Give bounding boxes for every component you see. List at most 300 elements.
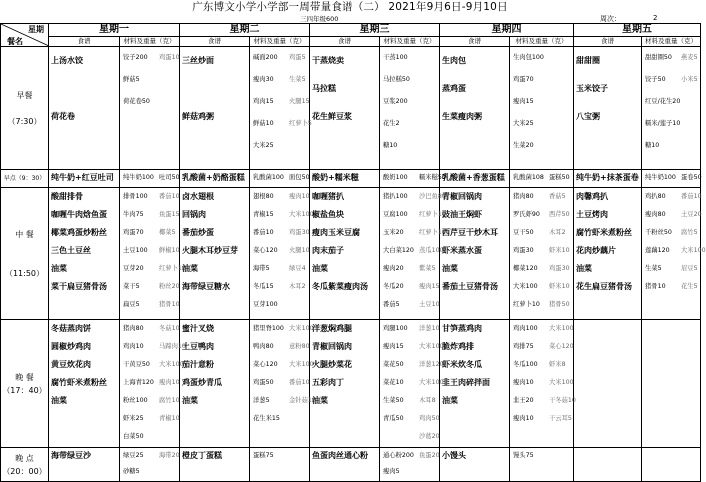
- ingredient-line: [383, 188, 446, 206]
- ingredient-line: [253, 410, 309, 428]
- ingredient-line: [513, 260, 573, 278]
- ingredient-amount: 扁豆5: [123, 301, 140, 308]
- ingredient-amount: 冬瓜100: [513, 361, 538, 368]
- ingredient-amount: 排骨100: [123, 193, 148, 200]
- corner-week-label: 星期: [28, 25, 44, 34]
- ingredient-amount: 小米5: [681, 76, 698, 83]
- ingredient-amount: 猪扒100: [383, 193, 408, 200]
- ingredient-amount: 干黄豆50: [123, 361, 150, 368]
- ingredient-line: [383, 135, 439, 157]
- ingredient-amount: 糖10: [645, 142, 660, 149]
- ingredient-amount: 椰菜5: [159, 229, 176, 236]
- dish-name: 青椒回锅肉: [312, 342, 352, 351]
- day-header-mon: 星期一: [49, 24, 180, 37]
- ingredient-amount: 罗氏虾90: [513, 211, 540, 218]
- ingredient-amount: 大米25: [253, 142, 274, 149]
- ingredient-line: [383, 278, 439, 296]
- ingredient-line: [123, 428, 179, 446]
- lunch-dishes-fri: [574, 188, 642, 320]
- ingredient-line: [253, 260, 309, 278]
- ingredient-line: [645, 410, 700, 428]
- ingredient-line: [123, 338, 186, 356]
- dish-name: 椰菜鸡蛋炒粉丝: [51, 228, 107, 237]
- breakfast-row: [1, 47, 701, 170]
- breakfast-ingredients-fri: [642, 47, 701, 170]
- ingredient-amount: 大米100: [289, 325, 314, 332]
- ingredient-line: [513, 374, 573, 392]
- dish-name: 肉馨鸡扒: [576, 192, 608, 201]
- ingredient-line: [123, 47, 179, 69]
- ingredient-amount: 鸡蛋30: [513, 247, 534, 254]
- ingredient-amount: 鸡肉100: [513, 325, 538, 332]
- dish-name: 卤水翅根: [182, 192, 214, 201]
- ingredient-amount: 燕麦5: [681, 54, 698, 61]
- ingredient-line: [123, 320, 179, 338]
- table-corner: [1, 24, 49, 47]
- dish-name: 生肉包: [442, 56, 466, 65]
- ingredient-line: [513, 242, 573, 260]
- dish-name: 黄豆炊花肉: [51, 360, 91, 369]
- ingredient-amount: 鸡蛋30: [289, 229, 310, 236]
- dish-name: 土豆鸭肉: [182, 342, 214, 351]
- ingredient-amount: 干冬菇10: [549, 397, 576, 404]
- ingredient-line: [253, 338, 309, 356]
- dish-name: 海带绿豆沙: [51, 451, 91, 460]
- snack-dish-mon: 纯牛奶+红豆吐司: [49, 170, 120, 188]
- ingredient-amount: 冬瓜20: [383, 283, 404, 290]
- col-header-ingredients: 材料及重量（克）: [380, 37, 440, 47]
- snack-ingredients-wed: [380, 170, 446, 188]
- ingredient-line: [645, 448, 700, 464]
- dish-name: 青椒回锅肉: [442, 192, 482, 201]
- ingredient-amount: 酸奶100: [383, 174, 408, 181]
- ingredient-line: [383, 242, 444, 260]
- ingredient-amount: 冬瓜15: [253, 283, 274, 290]
- dish-name: 腐竹虾米煮粉丝: [51, 378, 107, 387]
- ingredient-amount: 粉丝20: [159, 283, 180, 290]
- ingredient-amount: 鸡蛋70: [513, 76, 534, 83]
- ingredient-line: [645, 91, 700, 113]
- ingredient-amount: 大米100: [289, 361, 314, 368]
- ingredient-amount: 干云耳5: [549, 415, 572, 422]
- dinner-dishes-fri: [574, 320, 642, 448]
- ingredient-line: [645, 392, 700, 410]
- ingredient-line: [513, 113, 573, 135]
- ingredient-amount: 红萝卜10: [419, 229, 446, 236]
- ingredient-line: [123, 356, 184, 374]
- dish-name: 三丝炒面: [182, 56, 214, 65]
- dish-name: 蜜汁叉烧: [182, 324, 214, 333]
- dinner-dishes-thu: [440, 320, 510, 448]
- ingredient-amount: 糯米糍50: [419, 174, 446, 181]
- ingredient-line: [383, 464, 439, 480]
- snack-ingredients-thu: [510, 170, 574, 188]
- ingredient-amount: 青椒15: [253, 211, 274, 218]
- dish-name: 椒盐鱼块: [312, 210, 344, 219]
- dinner-ingredients-mon: [120, 320, 186, 448]
- ingredient-amount: 腐竹10: [159, 397, 180, 404]
- ingredient-line: [253, 242, 309, 260]
- ingredient-line: [645, 260, 700, 278]
- dish-name: 火腿炒菜花: [312, 360, 352, 369]
- ingredient-amount: 大米100: [681, 247, 706, 254]
- ingredient-amount: 大米100: [419, 379, 444, 386]
- dinner-row: [1, 320, 701, 448]
- ingredient-amount: 瘦肉15: [419, 283, 440, 290]
- dish-name: 橙皮丁蛋糕: [182, 451, 222, 460]
- ingredient-line: [513, 448, 573, 464]
- dish-name: [442, 428, 509, 446]
- ingredient-line: [123, 464, 179, 480]
- ingredient-line: [645, 47, 700, 69]
- ingredient-line: [645, 113, 700, 135]
- breakfast-dishes-thu: [440, 47, 510, 170]
- ingredient-amount: 豆腐100: [383, 211, 408, 218]
- ingredient-amount: 大米100: [549, 379, 574, 386]
- dish-name: 圆椒炒鸡肉: [51, 342, 91, 351]
- ingredient-amount: 大米100: [549, 325, 574, 332]
- ingredient-amount: 西芹50: [549, 211, 570, 218]
- ingredient-amount: 洋葱120: [419, 361, 444, 368]
- dish-name: 菜干扁豆猪骨汤: [51, 282, 107, 291]
- dish-name: 茄汁意粉: [182, 360, 214, 369]
- dish-name: 干蒸烧卖: [312, 56, 344, 65]
- ingredient-amount: 生菜20: [513, 142, 534, 149]
- ingredient-amount: 大米100: [289, 211, 314, 218]
- ingredient-amount: 鸡肉15: [253, 98, 274, 105]
- lunch-ingredients-tue: [250, 188, 314, 320]
- dish-name: 油菜: [442, 396, 458, 405]
- ingredient-line: [645, 135, 700, 157]
- ingredient-amount: 金针菇10: [289, 397, 316, 404]
- ingredient-line: [383, 260, 439, 278]
- night-dishes-fri: [574, 448, 642, 482]
- ingredient-amount: 瘦肉15: [513, 98, 534, 105]
- ingredient-amount: 青瓜50: [383, 415, 404, 422]
- ingredient-amount: 红萝卜10: [513, 301, 540, 308]
- ingredient-amount: 豆芽100: [253, 301, 278, 308]
- dish-name: [182, 464, 249, 480]
- ingredient-line: [253, 224, 309, 242]
- ingredient-amount: 虾米10: [549, 247, 570, 254]
- ingredient-line: [513, 320, 573, 338]
- dish-name: 鸡蛋炒青瓜: [182, 378, 222, 387]
- ingredient-line: [123, 374, 179, 392]
- meal-label-snack: 早点（9：30）: [1, 170, 49, 188]
- ingredient-line: [123, 260, 186, 278]
- dish-name: [51, 75, 119, 103]
- breakfast-ingredients-thu: [510, 47, 574, 170]
- dish-name: 酸甜排骨: [51, 192, 83, 201]
- ingredient-line: [645, 206, 700, 224]
- dish-name: [442, 410, 509, 428]
- ingredient-amount: 马拉糕50: [383, 76, 410, 83]
- dish-name: 花肉炒藕片: [576, 246, 616, 255]
- snack-row: [1, 170, 701, 188]
- dish-name: 油菜: [51, 264, 67, 273]
- meal-label-night: 晚 点 （20：00）: [1, 448, 49, 482]
- ingredient-line: [253, 69, 309, 91]
- ingredient-line: [253, 206, 314, 224]
- ingredient-amount: 蛋糕50: [549, 174, 570, 181]
- night-dishes-mon: [49, 448, 120, 482]
- ingredient-amount: 碱面200: [253, 54, 278, 61]
- dish-name: [182, 428, 249, 446]
- dish-name: [576, 428, 641, 446]
- ingredient-line: [253, 320, 314, 338]
- ingredient-amount: 番茄10: [253, 229, 274, 236]
- col-header-ingredients: 材料及重量（克）: [250, 37, 310, 47]
- ingredient-amount: 腐竹5: [681, 229, 698, 236]
- ingredient-line: [383, 113, 439, 135]
- ingredient-line: [253, 278, 309, 296]
- ingredient-line: [123, 69, 179, 91]
- lunch-ingredients-thu: [510, 188, 574, 320]
- dish-name: 脆炸鸡排: [442, 342, 474, 351]
- ingredient-amount: 木耳2: [549, 229, 566, 236]
- dish-name: [312, 296, 379, 314]
- dish-name: [182, 296, 249, 314]
- ingredient-line: [123, 206, 179, 224]
- day-header-fri: 星期五: [574, 24, 701, 37]
- dish-name: [312, 428, 379, 446]
- breakfast-dishes-tue: [180, 47, 250, 170]
- ingredient-amount: 鸡肉50: [419, 415, 440, 422]
- dinner-dishes-mon: [49, 320, 120, 448]
- ingredient-amount: 上海青120: [123, 379, 154, 386]
- ingredient-line: [513, 47, 573, 69]
- dish-name: 肉末茄子: [312, 246, 344, 255]
- ingredient-amount: 冬菇10: [159, 325, 180, 332]
- ingredient-line: [123, 296, 179, 314]
- ingredient-line: [253, 392, 316, 410]
- col-header-dish: 食谱: [310, 37, 380, 47]
- ingredient-amount: 馒头75: [513, 452, 534, 459]
- ingredient-amount: 海带5: [253, 265, 270, 272]
- ingredient-amount: 生菜5: [289, 76, 306, 83]
- snack-dish-tue: 乳酸菌+奶酪蛋糕: [180, 170, 250, 188]
- corner-meal-label: 餐名: [7, 37, 23, 46]
- dish-name: 玉米饺子: [576, 84, 608, 93]
- snack-ingredients-fri: [642, 170, 701, 188]
- ingredient-amount: 鲜菇5: [123, 76, 140, 83]
- dish-name: 冬瓜紫菜瘦肉汤: [312, 282, 368, 291]
- ingredient-amount: 番茄5: [383, 301, 400, 308]
- dinner-ingredients-fri: [642, 320, 701, 448]
- lunch-dishes-mon: [49, 188, 120, 320]
- dinner-ingredients-wed: [380, 320, 444, 448]
- ingredient-amount: 瘦肉30: [253, 76, 274, 83]
- lunch-dishes-thu: [440, 188, 510, 320]
- dish-name: [312, 410, 379, 428]
- ingredient-amount: 瘦肉20: [383, 265, 404, 272]
- dish-name: 西芹豆干炒木耳: [442, 228, 498, 237]
- meal-label-breakfast: 早餐 （7:30）: [1, 47, 49, 170]
- ingredient-line: [645, 320, 700, 338]
- ingredient-line: [253, 296, 309, 314]
- ingredient-amount: 瘦肉10: [289, 193, 310, 200]
- ingredient-amount: 蛋卷50: [681, 174, 702, 181]
- ingredient-amount: 虾米25: [123, 415, 144, 422]
- ingredient-amount: 翅根80: [253, 193, 274, 200]
- ingredient-line: [383, 356, 444, 374]
- lunch-ingredients-fri: [642, 188, 706, 320]
- ingredient-amount: 生菜5: [645, 265, 662, 272]
- dish-name: 海带绿豆糖水: [182, 282, 230, 291]
- dish-name: 荷花卷: [51, 112, 75, 121]
- ingredient-amount: 蒸瓜100: [419, 247, 444, 254]
- ingredient-line: [645, 374, 700, 392]
- ingredient-amount: 鸡蛋5: [289, 54, 306, 61]
- ingredient-amount: 粉丝100: [123, 397, 148, 404]
- ingredient-line: [645, 69, 700, 91]
- menu-table: [0, 23, 706, 482]
- dish-name: 腐竹虾米煮粉丝: [576, 228, 632, 237]
- ingredient-line: [383, 296, 439, 314]
- ingredient-line: [253, 47, 309, 69]
- ingredient-amount: 大米100: [419, 343, 444, 350]
- dish-name: [51, 464, 119, 480]
- week-number: 2: [653, 14, 658, 22]
- ingredient-amount: 豆浆200: [383, 98, 408, 105]
- dish-name: 韭王肉碎拌面: [442, 378, 490, 387]
- ingredient-amount: 洋葱5: [253, 397, 270, 404]
- ingredient-line: [123, 91, 179, 113]
- ingredient-line: [253, 428, 309, 446]
- ingredient-amount: 乳酸菌100: [253, 174, 284, 181]
- ingredient-line: [383, 91, 439, 113]
- dish-name: 八宝粥: [576, 112, 600, 121]
- ingredient-amount: 鲜菇10: [253, 120, 274, 127]
- ingredient-line: [123, 135, 179, 157]
- breakfast-dishes-mon: [49, 47, 120, 170]
- night-dishes-thu: [440, 448, 510, 482]
- page-title: 广东博文小学小学部一周带量食谱（二） 2021年9月6日-9月10日: [192, 1, 508, 13]
- breakfast-dishes-wed: [310, 47, 380, 170]
- ingredient-amount: 鸡蛋70: [123, 229, 144, 236]
- dish-name: 蒸鸡蛋: [442, 84, 466, 93]
- night-ingredients-tue: [250, 448, 310, 482]
- ingredient-amount: 土豆10: [419, 301, 440, 308]
- ingredient-line: [513, 296, 573, 314]
- dinner-dishes-tue: [180, 320, 250, 448]
- ingredient-amount: 马蹄肉10: [159, 343, 186, 350]
- ingredient-amount: 青椒10: [159, 415, 180, 422]
- col-header-dish: 食谱: [440, 37, 510, 47]
- ingredient-line: [645, 188, 700, 206]
- dish-name: 虾米蒸水蛋: [442, 246, 482, 255]
- ingredient-amount: 吐司50: [159, 174, 180, 181]
- ingredient-amount: 鸡蛋50: [253, 379, 274, 386]
- dish-name: 油菜: [182, 264, 198, 273]
- ingredient-line: [513, 206, 573, 224]
- ingredient-amount: 火腿15: [289, 98, 310, 105]
- ingredient-line: [513, 69, 573, 91]
- ingredient-amount: 鱼蛋15: [159, 211, 180, 218]
- ingredient-amount: 猪肉80: [123, 325, 144, 332]
- ingredient-line: [383, 224, 446, 242]
- ingredient-amount: 菜心120: [253, 361, 278, 368]
- ingredient-line: [253, 356, 314, 374]
- dish-name: 上汤水饺: [51, 56, 83, 65]
- ingredient-amount: 虾米10: [549, 283, 570, 290]
- week-label: 周次：: [600, 15, 621, 23]
- ingredient-line: [513, 410, 573, 428]
- ingredient-line: [513, 188, 573, 206]
- dish-name: [51, 428, 119, 446]
- ingredient-amount: 韭王20: [513, 397, 534, 404]
- dish-name: 小馒头: [442, 451, 466, 460]
- ingredient-amount: 甜甜圈50: [645, 54, 672, 61]
- dish-name: 番茄炒蛋: [182, 228, 214, 237]
- ingredient-line: [513, 338, 573, 356]
- ingredient-line: [645, 296, 700, 314]
- ingredient-amount: 瘦肉5: [383, 468, 400, 475]
- ingredient-amount: 鸡蛋10: [159, 54, 180, 61]
- ingredient-amount: 豆芽20: [123, 265, 144, 272]
- dish-name: 油菜: [312, 264, 328, 273]
- dish-name: 三色土豆丝: [51, 246, 91, 255]
- ingredient-amount: 菜干5: [123, 283, 140, 290]
- ingredient-line: [513, 356, 573, 374]
- ingredient-amount: 猪骨10: [645, 283, 666, 290]
- ingredient-amount: 通心粉200: [383, 452, 414, 459]
- ingredient-amount: 鸡蛋30: [549, 265, 570, 272]
- ingredient-amount: 沙巴鱼80: [419, 193, 446, 200]
- dish-name: [51, 296, 119, 314]
- breakfast-ingredients-tue: [250, 47, 310, 170]
- breakfast-ingredients-wed: [380, 47, 440, 170]
- ingredient-amount: 鸡腿100: [383, 325, 408, 332]
- ingredient-amount: 紫菜5: [419, 265, 436, 272]
- night-snack-row: [1, 448, 701, 482]
- ingredient-amount: 红萝卜5: [289, 120, 312, 127]
- snack-ingredients-tue: [250, 170, 310, 188]
- ingredient-amount: 大米25: [513, 120, 534, 127]
- dish-name: [576, 464, 641, 480]
- ingredient-amount: 瘦肉10: [159, 379, 180, 386]
- ingredient-line: [645, 428, 700, 446]
- dish-name: 冬菇蒸肉饼: [51, 324, 91, 333]
- dish-name: 豉油王焖虾: [442, 210, 482, 219]
- day-header-wed: 星期三: [310, 24, 440, 37]
- ingredient-amount: 猪肉80: [513, 193, 534, 200]
- dish-name: 咖喱牛肉焓鱼蛋: [51, 210, 107, 219]
- ingredient-amount: 大米100: [513, 283, 538, 290]
- dish-name: 回锅肉: [182, 210, 206, 219]
- ingredient-line: [645, 278, 700, 296]
- ingredient-amount: 红豆/花生20: [645, 98, 681, 105]
- ingredient-amount: 大米100: [159, 361, 184, 368]
- ingredient-amount: 纯牛奶100: [123, 174, 154, 181]
- lunch-row: [1, 188, 701, 320]
- ingredient-line: [383, 206, 446, 224]
- ingredient-line: [383, 320, 439, 338]
- ingredient-line: [383, 47, 439, 69]
- lunch-dishes-tue: [180, 188, 250, 320]
- dish-name: 生菜瘦肉粥: [442, 112, 482, 121]
- ingredient-amount: 菜花50: [383, 361, 404, 368]
- dish-name: [576, 410, 641, 428]
- ingredient-line: [253, 135, 309, 157]
- dish-name: 甘笋蒸鸡肉: [442, 324, 482, 333]
- ingredient-line: [513, 91, 573, 113]
- night-dishes-tue: [180, 448, 250, 482]
- ingredient-amount: 猪骨50: [549, 301, 570, 308]
- col-header-dish: 食谱: [574, 37, 642, 47]
- ingredient-amount: 饺子50: [645, 76, 666, 83]
- col-header-ingredients: 材料及重量（克）: [510, 37, 574, 47]
